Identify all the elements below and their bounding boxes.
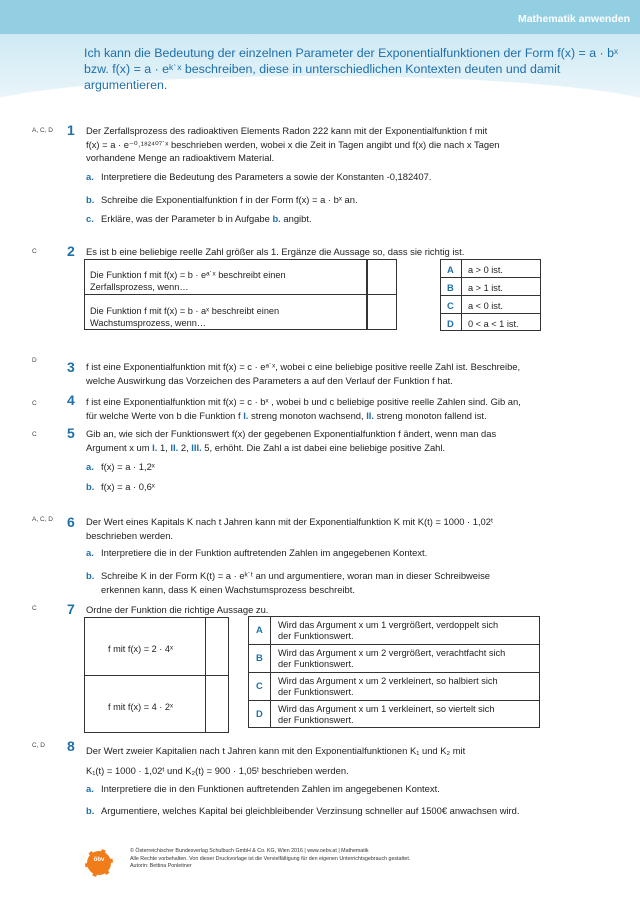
- task-1-tag: A, C, D: [32, 127, 53, 134]
- task-7-number: 7: [67, 601, 75, 617]
- task-3-text: f ist eine Exponentialfunktion mit f(x) = c · eᵃ˙ˣ, wobei c eine beliebige positive reelle Zahl ist. Beschreibe, welche Auswirkung das Vorzeichen des Parameters a auf den Verlauf der Funktion f hat.: [86, 361, 521, 386]
- option-letter-c: C: [256, 680, 263, 691]
- task-7-function-2: f mit f(x) = 4 · 2ˣ: [108, 702, 174, 712]
- footer-text: © Österreichischer Bundesverlag Schulbuch GmbH & Co. KG, Wien 2016 | www.oebv.at | Mathematik Alle Rechte vorbehalten. Von dieser Druckvorlage ist die Vervielfältigung für den eigenen Unterrichtsgebrauch gestattet. Autorin: Bettina Ponleitner: [130, 848, 411, 869]
- option-text-b: Wird das Argument x um 2 vergrößert, verachtfacht sich der Funktionswert.: [278, 648, 506, 669]
- task-2-answer-box-1[interactable]: [366, 259, 397, 295]
- task-8-number: 8: [67, 738, 75, 754]
- task-7-answer-box-1[interactable]: [205, 617, 229, 676]
- task-5a: a. f(x) = a · 1,2ˣ: [86, 461, 155, 472]
- task-6-text: Der Wert eines Kapitals K nach t Jahren kann mit der Exponentialfunktion K mit K(t) = 1000 · 1,02ᵗ beschrieben werden.: [86, 516, 494, 541]
- option-text-a: a > 0 ist.: [468, 265, 503, 275]
- task-5b: b. f(x) = a · 0,6ˣ: [86, 481, 155, 492]
- task-2-answer-box-2[interactable]: [366, 294, 397, 330]
- task-4-number: 4: [67, 392, 75, 408]
- option-text-b: a > 1 ist.: [468, 283, 503, 293]
- option-letter-d: D: [256, 708, 263, 719]
- task-1b: b. Schreibe die Exponentialfunktion f in der Form f(x) = a · bˣ an.: [86, 194, 358, 205]
- task-2-statement-2: Die Funktion f mit f(x) = b · aˣ beschreibt einen Wachstumsprozess, wenn…: [90, 306, 280, 328]
- task-1c: c. Erkläre, was der Parameter b in Aufgabe b. angibt.: [86, 213, 312, 224]
- option-text-c: Wird das Argument x um 2 verkleinert, so halbiert sich der Funktionswert.: [278, 676, 498, 697]
- task-7-tag: C: [32, 605, 37, 612]
- task-2-options-row: [440, 277, 541, 278]
- task-7-options-row: [248, 644, 540, 645]
- task-7-function-1: f mit f(x) = 2 · 4ˣ: [108, 644, 174, 654]
- task-6a: a. Interpretiere die in der Funktion auftretenden Zahlen im angegebenen Kontext.: [86, 547, 428, 558]
- task-8b: b. Argumentiere, welches Kapital bei gleichbleibender Verzinsung schneller auf 1500€ anwachsen wird.: [86, 805, 520, 816]
- option-letter-a: A: [447, 264, 454, 275]
- task-2-tag: C: [32, 248, 37, 255]
- task-2-options-row: [440, 295, 541, 296]
- task-7-answer-box-2[interactable]: [205, 675, 229, 733]
- option-text-d: 0 < a < 1 ist.: [468, 319, 519, 329]
- task-4-tag: C: [32, 400, 37, 407]
- task-1-text: Der Zerfallsprozess des radioaktiven Elements Radon 222 kann mit der Exponentialfunktion f mit f(x) = a · e⁻⁰˒¹⁸²⁴⁰⁷˙ˣ beschrieben werden, wobei x die Zeit in Tagen angibt und f(x) die nach x Tagen vorhandene Menge an radioaktivem Material.: [86, 125, 500, 163]
- option-text-c: a < 0 ist.: [468, 301, 503, 311]
- option-letter-b: B: [447, 282, 454, 293]
- section-label: Mathematik anwenden: [517, 13, 630, 25]
- option-text-a: Wird das Argument x um 1 vergrößert, verdoppelt sich der Funktionswert.: [278, 620, 499, 641]
- task-8a: a. Interpretiere die in den Funktionen auftretenden Zahlen im angegebenen Kontext.: [86, 783, 440, 794]
- task-1-number: 1: [67, 122, 75, 138]
- option-letter-c: C: [447, 300, 454, 311]
- task-8-tag: C, D: [32, 742, 45, 749]
- task-5-text: Gib an, wie sich der Funktionswert f(x) der gegebenen Exponentialfunktion f ändert, wenn man das Argument x um I. 1, II. 2, III. 5, erhöht. Die Zahl a ist dabei eine beliebige positive Zahl.: [86, 428, 497, 453]
- obv-logo-icon: [84, 848, 114, 878]
- option-text-d: Wird das Argument x um 1 verkleinert, so viertelt sich der Funktionswert.: [278, 704, 495, 725]
- task-6-tag: A, C, D: [32, 516, 53, 523]
- task-2-options-row: [440, 313, 541, 314]
- option-letter-a: A: [256, 624, 263, 635]
- task-2-number: 2: [67, 243, 75, 259]
- learning-goal: Ich kann die Bedeutung der einzelnen Parameter der Exponentialfunktionen der Form f(x) = a · bˣ bzw. f(x) = a · eᵏ˙ˣ beschreiben, diese in unterschiedlichen Kontexten deuten und damit argumentieren.: [84, 46, 619, 92]
- task-3-number: 3: [67, 359, 75, 375]
- option-letter-d: D: [447, 318, 454, 329]
- task-7-options-row: [248, 700, 540, 701]
- option-letter-b: B: [256, 652, 263, 663]
- task-4-text: f ist eine Exponentialfunktion mit f(x) = c · bˣ , wobei b und c beliebige positive reelle Zahlen sind. Gib an, für welche Werte von b die Funktion f I. streng monoton wachsend, II. streng monoton fallend ist.: [86, 396, 521, 421]
- task-7-options-row: [248, 672, 540, 673]
- task-5-tag: C: [32, 431, 37, 438]
- task-7-text: Ordne der Funktion die richtige Aussage zu.: [86, 604, 269, 615]
- task-1a: a. Interpretiere die Bedeutung des Parameters a sowie der Konstanten -0,182407.: [86, 171, 432, 182]
- task-2-text: Es ist b eine beliebige reelle Zahl größer als 1. Ergänze die Aussage so, dass sie richtig ist.: [86, 246, 465, 257]
- task-3-tag: D: [32, 357, 37, 364]
- obv-logo-text: öbv: [93, 857, 105, 863]
- task-6b: b. Schreibe K in der Form K(t) = a · eᵏ˙ᵗ an und argumentiere, woran man in dieser Schreibweise erkennen kann, dass K einen Wachstumsprozess beschreibt.: [86, 570, 491, 595]
- task-8-text: Der Wert zweier Kapitalien nach t Jahren kann mit den Exponentialfunktionen K₁ und K₂ mit K₁(t) = 1000 · 1,02ᵗ und K₂(t) = 900 · 1,05ᵗ beschrieben werden.: [86, 745, 466, 776]
- task-2-statement-1: Die Funktion f mit f(x) = b · eᵃ˙ˣ beschreibt einen Zerfallsprozess, wenn…: [90, 270, 286, 292]
- task-5-number: 5: [67, 425, 75, 441]
- task-2-divider: [84, 294, 368, 295]
- task-6-number: 6: [67, 514, 75, 530]
